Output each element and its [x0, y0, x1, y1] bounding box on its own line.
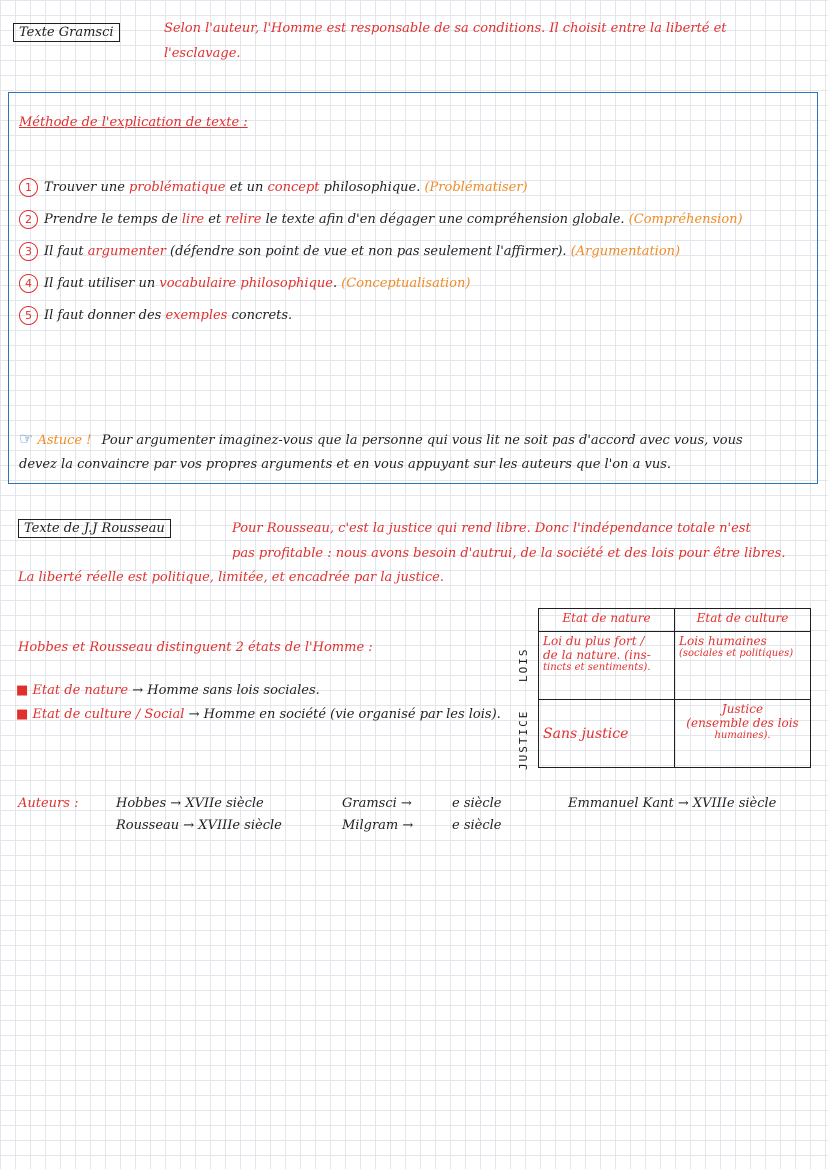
cell-justice-culture [675, 700, 811, 768]
arrow-icon: → [132, 683, 144, 698]
method-item-text: . [332, 276, 342, 291]
bullet1-label: Etat de nature [32, 683, 129, 698]
cell-text: de la nature. (ins- [543, 648, 651, 662]
rousseau-line3: La liberté réelle est politique, limitée, et encadrée par la justice. [18, 570, 444, 585]
author-kant: Emmanuel Kant → XVIIIe siècle [568, 796, 777, 811]
method-item [19, 306, 292, 325]
author-rousseau: Rousseau → XVIIIe siècle [116, 818, 282, 833]
method-title: Méthode de l'explication de texte : [19, 115, 248, 130]
authors-label: Auteurs : [18, 796, 79, 811]
method-item-text: Il faut [44, 244, 88, 259]
bullet-state-culture [16, 707, 501, 722]
number-circle-icon: 4 [19, 274, 38, 293]
cell-text: (sociales et politiques) [679, 648, 794, 659]
author-milgram: Milgram → [342, 818, 414, 833]
bullet-icon: ■ [16, 683, 29, 698]
method-item-text: (Conceptualisation) [341, 276, 471, 291]
cell-text: humaines). [714, 730, 771, 741]
method-box [8, 92, 818, 484]
method-item-text: concept [267, 180, 320, 195]
gramsci-label: Texte Gramsci [13, 23, 120, 42]
bullet2-text: Homme en société (vie organisé par les lois). [203, 707, 501, 722]
gramsci-century: e siècle [452, 796, 502, 811]
method-item-text: concrets. [227, 308, 293, 323]
col-header-culture: Etat de culture [675, 609, 811, 632]
tip-label: Astuce ! [37, 433, 92, 448]
gramsci-summary-line1: Selon l'auteur, l'Homme est responsable de sa conditions. Il choisit entre la liberté et [164, 21, 727, 36]
cell-lois-nature [539, 632, 675, 700]
gramsci-summary-line2: l'esclavage. [164, 46, 241, 61]
method-item-text: problématique [129, 180, 226, 195]
tip-line1 [19, 429, 743, 448]
tip-line2: devez la convaincre par vos propres arguments et en vous appuyant sur les auteurs que l'on a vus. [19, 457, 672, 472]
author-gramsci: Gramsci → [342, 796, 412, 811]
cell-text: Lois humaines [679, 634, 767, 648]
rousseau-line2: pas profitable : nous avons besoin d'autrui, de la société et des lois pour être libres. [232, 546, 786, 561]
arrow-icon: → [188, 707, 200, 722]
pointing-hand-icon: ☞ [19, 429, 34, 448]
bullet-icon: ■ [16, 707, 29, 722]
method-item-text: vocabulaire philosophique [159, 276, 333, 291]
cell-lois-culture [675, 632, 811, 700]
method-item-text: et un [225, 180, 268, 195]
bullet-state-nature [16, 683, 320, 698]
col-header-nature: Etat de nature [539, 609, 675, 632]
states-intro: Hobbes et Rousseau distinguent 2 états de l'Homme : [18, 640, 373, 655]
number-circle-icon: 2 [19, 210, 38, 229]
method-item-text: (Compréhension) [628, 212, 743, 227]
method-item [19, 274, 470, 293]
bullet2-label: Etat de culture / Social [32, 707, 185, 722]
method-item-text: Trouver une [44, 180, 130, 195]
method-item-text: le texte afin d'en dégager une compréhension globale. [261, 212, 629, 227]
method-item-text: lire [181, 212, 205, 227]
rousseau-label: Texte de J.J Rousseau [18, 519, 171, 538]
method-item [19, 210, 743, 229]
method-item-text: et [204, 212, 226, 227]
method-item-text: philosophique. [319, 180, 425, 195]
milgram-century: e siècle [452, 818, 502, 833]
cell-text: Justice [721, 702, 764, 716]
number-circle-icon: 3 [19, 242, 38, 261]
states-table [538, 608, 811, 768]
method-item [19, 242, 680, 261]
row-label-lois: LOIS [517, 647, 530, 682]
method-item [19, 178, 528, 197]
method-item-text: (défendre son point de vue et non pas seulement l'affirmer). [165, 244, 571, 259]
cell-justice-nature: Sans justice [539, 700, 675, 768]
method-item-text: (Argumentation) [570, 244, 681, 259]
bullet1-text: Homme sans lois sociales. [147, 683, 320, 698]
rousseau-line1: Pour Rousseau, c'est la justice qui rend libre. Donc l'indépendance totale n'est [232, 521, 751, 536]
author-hobbes: Hobbes → XVIIe siècle [116, 796, 264, 811]
row-label-justice: JUSTICE [517, 709, 530, 770]
method-item-text: argumenter [87, 244, 166, 259]
method-item-text: (Problématiser) [424, 180, 528, 195]
method-item-text: Prendre le temps de [44, 212, 182, 227]
cell-text: Loi du plus fort / [543, 634, 645, 648]
method-item-text: exemples [165, 308, 228, 323]
cell-text: (ensemble des lois [686, 716, 799, 730]
method-item-text: relire [225, 212, 262, 227]
tip-text1: Pour argumenter imaginez-vous que la personne qui vous lit ne soit pas d'accord avec vous, vous [101, 433, 743, 448]
number-circle-icon: 5 [19, 306, 38, 325]
method-item-text: Il faut donner des [44, 308, 166, 323]
cell-text: tincts et sentiments). [543, 662, 651, 673]
method-item-text: Il faut utiliser un [44, 276, 160, 291]
number-circle-icon: 1 [19, 178, 38, 197]
